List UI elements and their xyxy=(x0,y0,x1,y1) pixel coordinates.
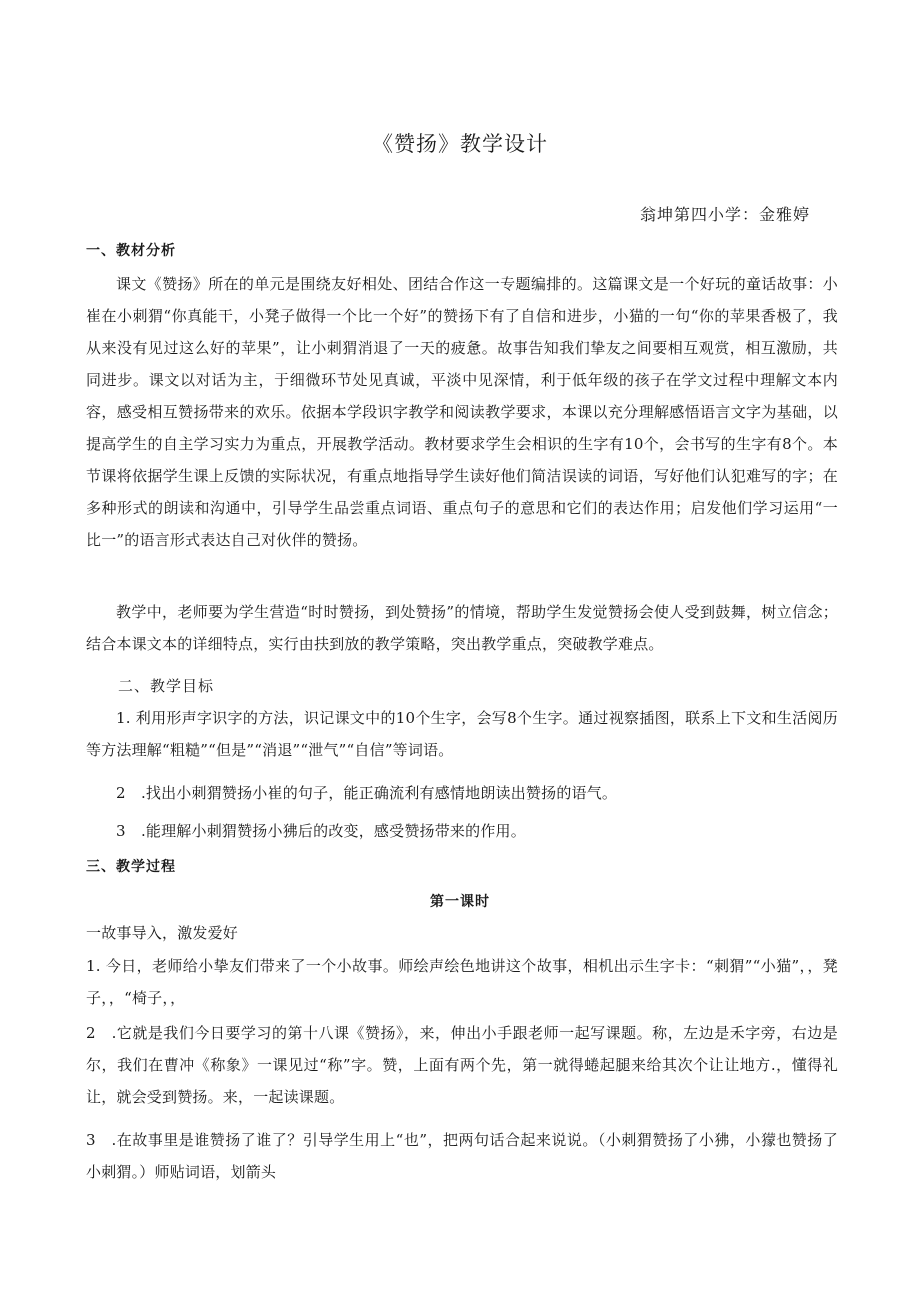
lesson-title: 第一课时 xyxy=(430,894,490,910)
section-heading-goals: 二、教学目标 xyxy=(118,677,215,695)
author-line: 翁坤第四小学：金雅婷 xyxy=(639,205,810,224)
goal-item-3: 3 .能理解小刺猬赞扬小狒后的改变，感受赞扬带来的作用。 xyxy=(116,822,526,840)
document-title: 《赞扬》教学设计 xyxy=(372,132,548,156)
section-heading-analysis: 一、教材分析 xyxy=(86,243,176,259)
goal-item-1: 1. 利用形声字识字的方法，识记课文中的10个生字，会写8个生字。通过视察插图，联系上下文和生活阅历等方法理解“粗糙”“但是”“消退”“泄气”“自信”等词语。 xyxy=(86,709,838,759)
process-item-3: 3 .在故事里是谁赞扬了谁了？引导学生用上“也”，把两句话合起来说说。（小刺猬赞扬了小狒，小獴也赞扬了小刺猬。）师贴词语，划箭头 xyxy=(86,1131,838,1181)
process-item-2: 2 .它就是我们今日要学习的第十八课《赞扬》，来，伸出小手跟老师一起写课题。称，左边是禾字旁，右边是尔，我们在曹冲《称象》一课见过“称”字。赞，上面有两个先，第一就得蜷起腿来给其次个让让地方.，懂得礼让，就会受到赞扬。来，一起读课题。 xyxy=(86,1024,838,1106)
section-heading-process: 三、教学过程 xyxy=(86,859,176,875)
analysis-paragraph-2: 教学中，老师要为学生营造“时时赞扬，到处赞扬”的情境，帮助学生发觉赞扬会使人受到鼓舞，树立信念；结合本课文本的详细特点，实行由扶到放的教学策略，突出教学重点，突破教学难点。 xyxy=(86,603,838,653)
process-item-1: 1. 今日，老师给小挚友们带来了一个小故事。师绘声绘色地讲这个故事，相机出示生字卡：“刺猬”“小猫”，，凳子，，“椅子，， xyxy=(86,957,838,1007)
goal-item-2: 2 .找出小刺猬赞扬小崔的句子，能正确流利有感情地朗读出赞扬的语气。 xyxy=(116,784,618,802)
step-title: 一故事导入，激发爱好 xyxy=(86,924,239,942)
analysis-paragraph-1: 课文《赞扬》所在的单元是围绕友好相处、团结合作这一专题编排的。这篇课文是一个好玩的童话故事：小崔在小刺猬“你真能干，小凳子做得一个比一个好”的赞扬下有了自信和进步，小猫的一句“你的苹果香极了，我从来没有见过这么好的苹果”，让小刺猬消退了一天的疲惫。故事告知我们挚友之间要相互观赏，相互激励，共同进步。课文以对话为主，于细微环节处见真诚，平淡中见深情，利于低年级的孩子在学文过程中理解文本内容，感受相互赞扬带来的欢乐。依据本学段识字教学和阅读教学要求，本课以充分理解感悟语言文字为基础，以提高学生的自主学习实力为重点，开展教学活动。教材要求学生会相识的生字有10个，会书写的生字有8个。本节课将依据学生课上反馈的实际状况，有重点地指导学生读好他们简洁误读的词语，写好他们认犯难写的字；在多种形式的朗读和沟通中，引导学生品尝重点词语、重点句子的意思和它们的表达作用；启发他们学习运用“一比一”的语言形式表达自己对伙伴的赞扬。 xyxy=(86,275,838,549)
